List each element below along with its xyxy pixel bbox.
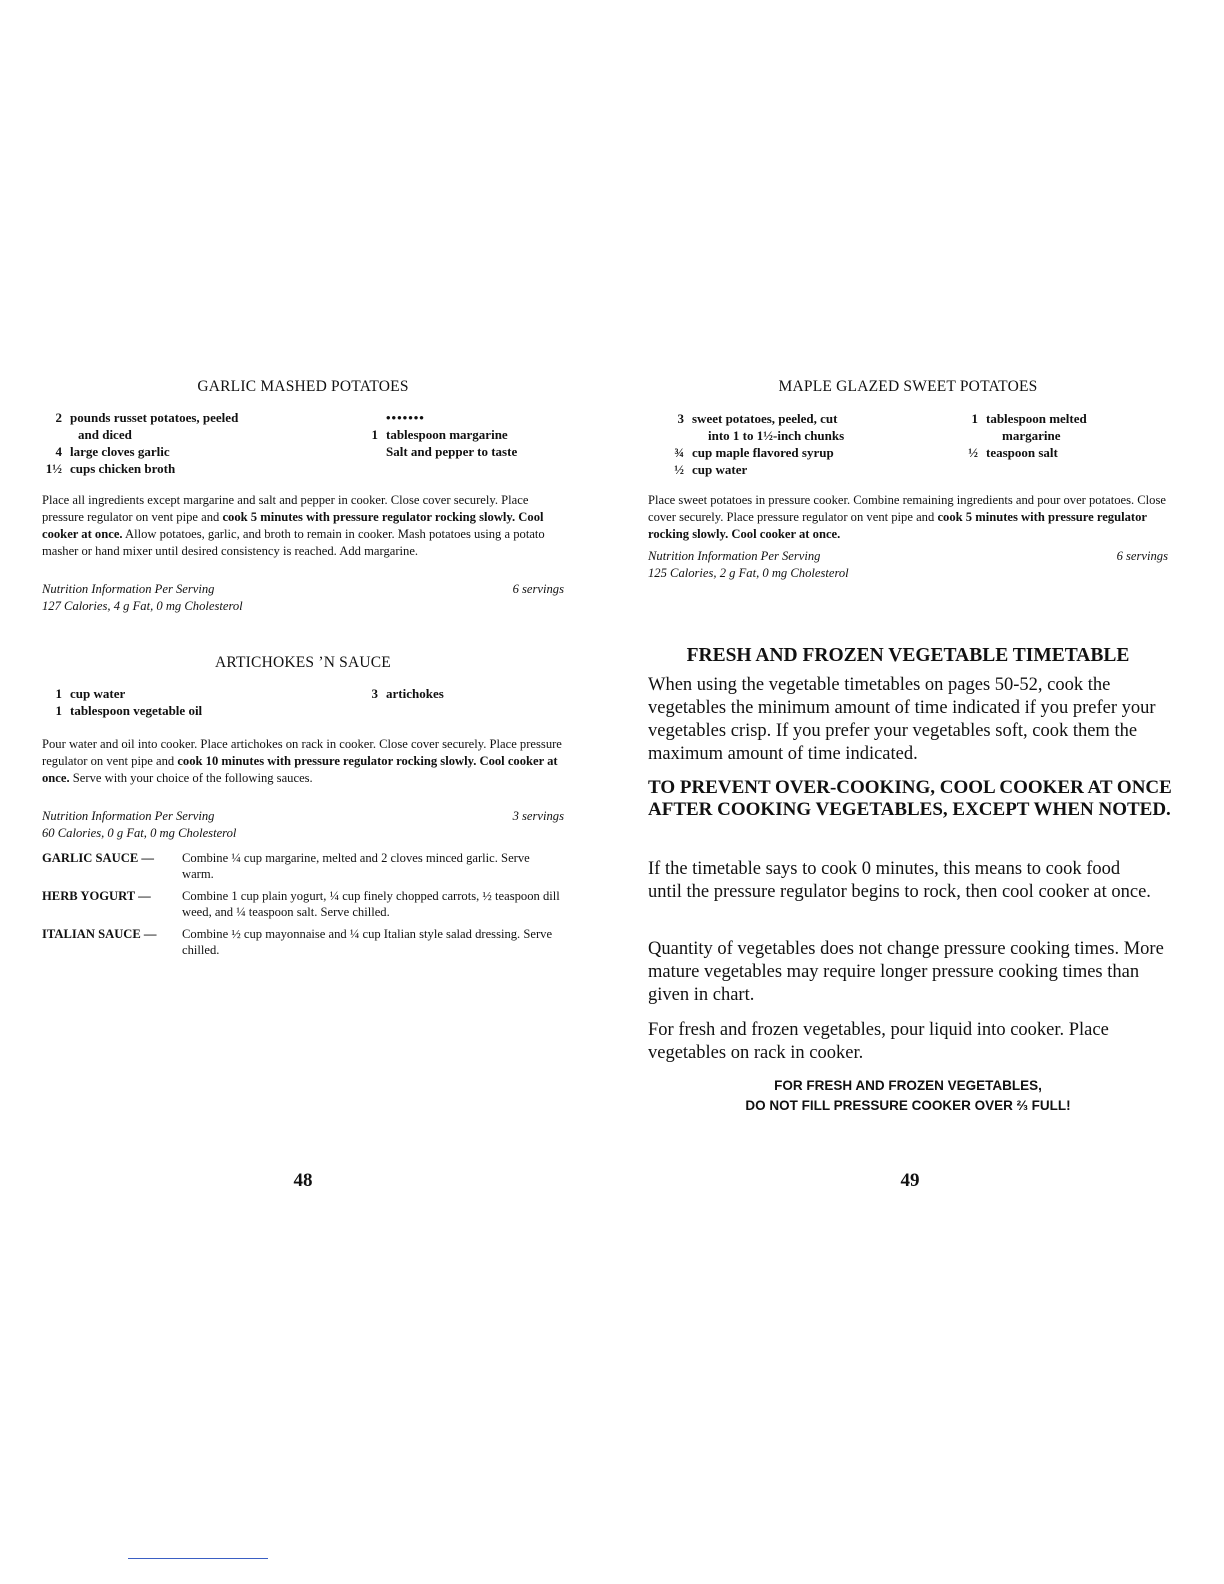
garlic-ingredients-col2 — [356, 409, 586, 460]
ingredient: 3 sweet potatoes, peeled, cut — [677, 411, 838, 426]
ingredient: 3 artichokes — [371, 686, 444, 701]
servings: 6 servings — [1116, 549, 1168, 563]
zero-minutes-note: If the timetable says to cook 0 minutes, this means to cook food until the pressure regulator begins to rock, then cool cooker at once. — [648, 859, 1151, 902]
ingredient: 2 pounds russet potatoes, peeled — [55, 410, 239, 425]
ingredient: ½ cup water — [674, 462, 748, 477]
artichokes-ingredients-col2 — [356, 685, 586, 702]
artichokes-ingredients-col1 — [40, 685, 340, 719]
ingredient: 1 tablespoon melted — [971, 411, 1087, 426]
sauce-list — [42, 850, 564, 964]
artichokes-nutrition: 60 Calories, 0 g Fat, 0 mg Cholesterol — [42, 826, 237, 840]
ingredient: margarine — [1002, 428, 1061, 443]
nutrition-label: Nutrition Information Per Serving — [42, 809, 215, 823]
page-number: 49 — [900, 1170, 920, 1191]
ingredient: 1 cup water — [55, 686, 126, 701]
maple-recipe-title: MAPLE GLAZED SWEET POTATOES — [778, 378, 1038, 395]
maple-nutrition: 125 Calories, 2 g Fat, 0 mg Cholesterol — [648, 566, 849, 580]
maple-ingredients-col2 — [956, 410, 1176, 461]
ingredient: ½ teaspoon salt — [968, 445, 1058, 460]
ingredient: 1 tablespoon margarine — [371, 427, 508, 442]
sauce-item: ITALIAN SAUCE — Combine ½ cup mayonnaise and ¼ cup Italian style salad dressing. Serve chilled. — [42, 927, 553, 957]
sauce-item: HERB YOGURT — Combine 1 cup plain yogurt, ¼ cup finely chopped carrots, ½ teaspoon dill weed, and ¼ teaspoon salt. Serve chilled. — [42, 889, 560, 919]
artichokes-recipe-title: ARTICHOKES ’N SAUCE — [215, 654, 391, 671]
ingredient: into 1 to 1½-inch chunks — [708, 428, 845, 443]
ingredient: and diced — [78, 427, 132, 442]
fill-notice-line-2: DO NOT FILL PRESSURE COOKER OVER ⅔ FULL! — [745, 1098, 1071, 1113]
ingredient: Salt and pepper to taste — [386, 444, 518, 459]
garlic-ingredients-col1 — [40, 409, 340, 477]
garlic-nutrition: 127 Calories, 4 g Fat, 0 mg Cholesterol — [42, 599, 243, 613]
servings: 6 servings — [512, 582, 564, 596]
page-49 — [612, 0, 1224, 1584]
fill-notice-line-1: FOR FRESH AND FROZEN VEGETABLES, — [774, 1078, 1042, 1093]
garlic-recipe-title: GARLIC MASHED POTATOES — [197, 378, 409, 395]
sauce-item: GARLIC SAUCE — Combine ¼ cup margarine, melted and 2 cloves minced garlic. Serve warm. — [42, 851, 530, 881]
nutrition-label: Nutrition Information Per Serving — [648, 549, 821, 563]
cooling-warning: TO PREVENT OVER-COOKING, COOL COOKER AT ONCE AFTER COOKING VEGETABLES, EXCEPT WHEN NOTED. — [648, 777, 1172, 820]
divider-line — [128, 1558, 268, 1559]
maple-ingredients-col1 — [662, 410, 962, 478]
ingredient: 4 large cloves garlic — [55, 444, 170, 459]
ingredient: 1 tablespoon vegetable oil — [55, 703, 203, 718]
servings: 3 servings — [512, 809, 564, 823]
ingredient: ¾ cup maple flavored syrup — [674, 445, 834, 460]
quantity-note: Quantity of vegetables does not change pressure cooking times. More mature vegetables may require longer pressure cooking times than given in chart. — [648, 939, 1164, 1005]
fill-notice — [648, 1076, 1168, 1116]
timetable-intro: When using the vegetable timetables on pages 50-52, cook the vegetables the minimum amount of time indicated if you prefer your vegetables crisp. If you prefer your vegetables soft, cook them the maximum amount of time indicated. — [648, 675, 1156, 764]
garlic-method: Place all ingredients except margarine and salt and pepper in cooker. Close cover securely. Place pressure regulator on vent pipe and cook 5 minutes with pressure regulator rocking slowly. Cool cooker at once. Allow potatoes, garlic, and broth to remain in cooker. Mash potatoes using a potato masher or hand mixer until desired consistency is reached. Add margarine. — [42, 493, 545, 558]
timetable-heading: FRESH AND FROZEN VEGETABLE TIMETABLE — [686, 645, 1130, 666]
garlic-nutrition-header — [42, 581, 564, 597]
maple-method: Place sweet potatoes in pressure cooker. Combine remaining ingredients and pour over potatoes. Close cover securely. Place pressure regulator on vent pipe and cook 5 minutes with pressure regulator rocking slowly. Cool cooker at once. — [648, 493, 1166, 541]
maple-nutrition-header — [648, 548, 1168, 564]
artichokes-nutrition-header — [42, 808, 564, 824]
artichokes-method: Pour water and oil into cooker. Place artichokes on rack in cooker. Close cover securely. Place pressure regulator on vent pipe and cook 10 minutes with pressure regulator rocking slowly. Cool cooker at once. Serve with your choice of the following sauces. — [42, 737, 562, 785]
ingredient: 1½ cups chicken broth — [45, 461, 176, 476]
page-number: 48 — [293, 1170, 313, 1191]
ingredient-divider: ••••••• — [386, 410, 425, 425]
liquid-note: For fresh and frozen vegetables, pour liquid into cooker. Place vegetables on rack in cooker. — [648, 1020, 1109, 1063]
nutrition-label: Nutrition Information Per Serving — [42, 582, 215, 596]
